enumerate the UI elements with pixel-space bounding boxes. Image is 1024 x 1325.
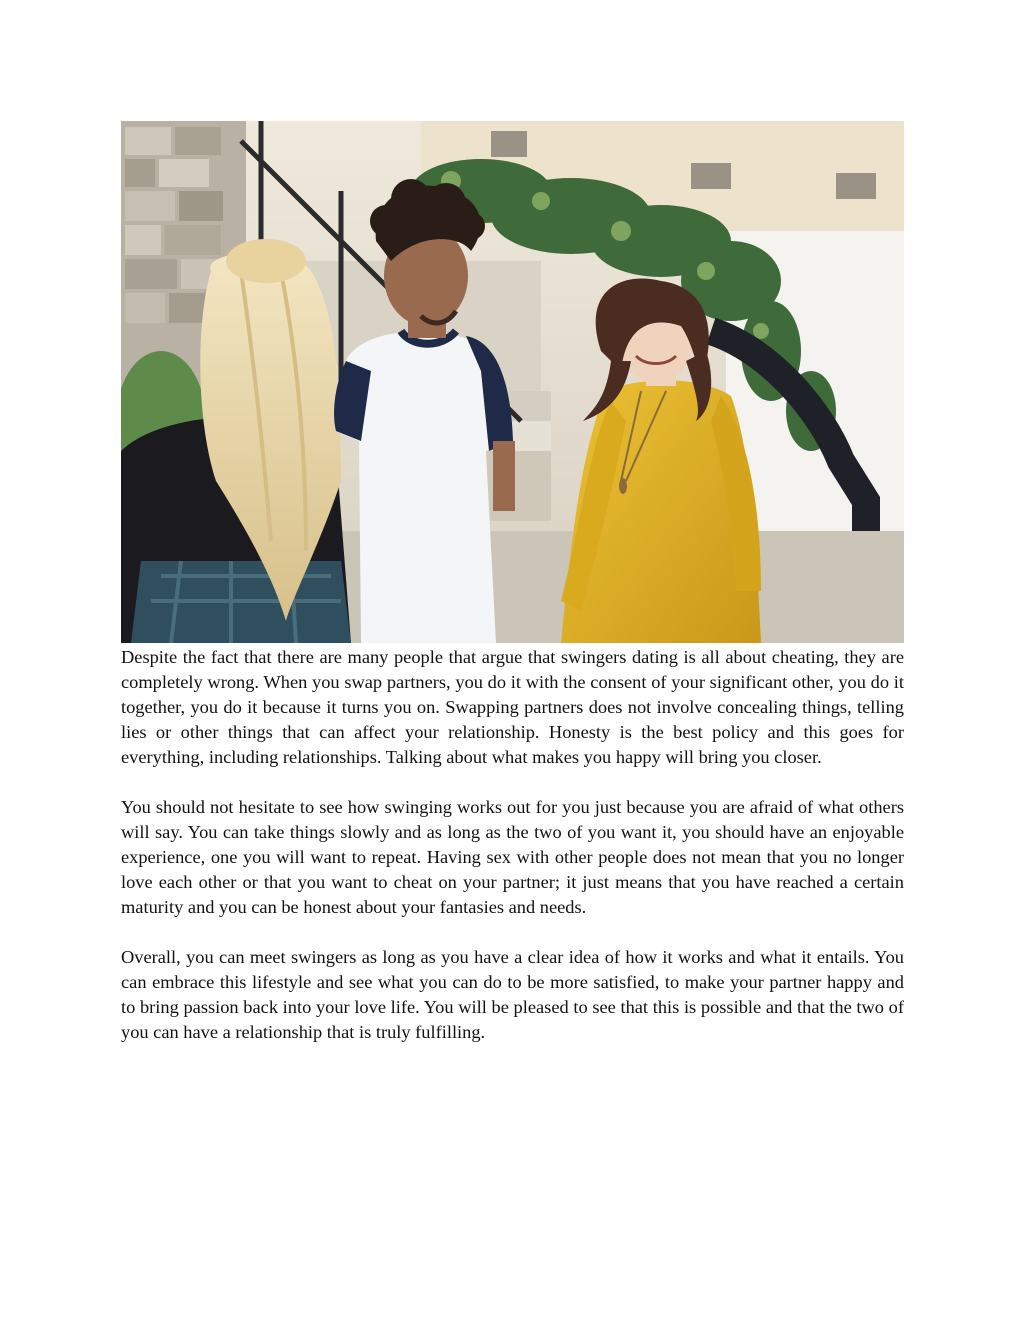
photo-four-friends-talking bbox=[121, 121, 904, 643]
paragraph: You should not hesitate to see how swinging works out for you just because you are afraid of what others will say. You can take things slowly and as long as the two of you want it, you should have an enjoyable experience, one you will want to repeat. Having sex with other people does not mean that you no longer love each other or that you want to cheat on your partner; it just means that you have reached a certain maturity and you can be honest about your fantasies and needs. bbox=[121, 797, 904, 917]
paragraph: Despite the fact that there are many people that argue that swingers dating is all about cheating, they are completely wrong. When you swap partners, you do it with the consent of your significant other, you do it together, you do it because it turns you on. Swapping partners does not involve concealing things, telling lies or other things that can affect your relationship. Honesty is the best policy and this goes for everything, including relationships. Talking about what makes you happy will bring you closer. bbox=[121, 647, 904, 767]
window bbox=[836, 173, 876, 199]
paragraph: Overall, you can meet swingers as long as you have a clear idea of how it works and what it entails. You can embrace this lifestyle and see what you can do to be more satisfied, to make your partner happy and to bring passion back into your love life. You will be pleased to see that this is possible and that the two of you can have a relationship that is truly fulfilling. bbox=[121, 947, 904, 1042]
article-body bbox=[121, 645, 904, 1070]
window bbox=[491, 131, 527, 157]
photo-illustration bbox=[121, 121, 904, 643]
window bbox=[691, 163, 731, 189]
